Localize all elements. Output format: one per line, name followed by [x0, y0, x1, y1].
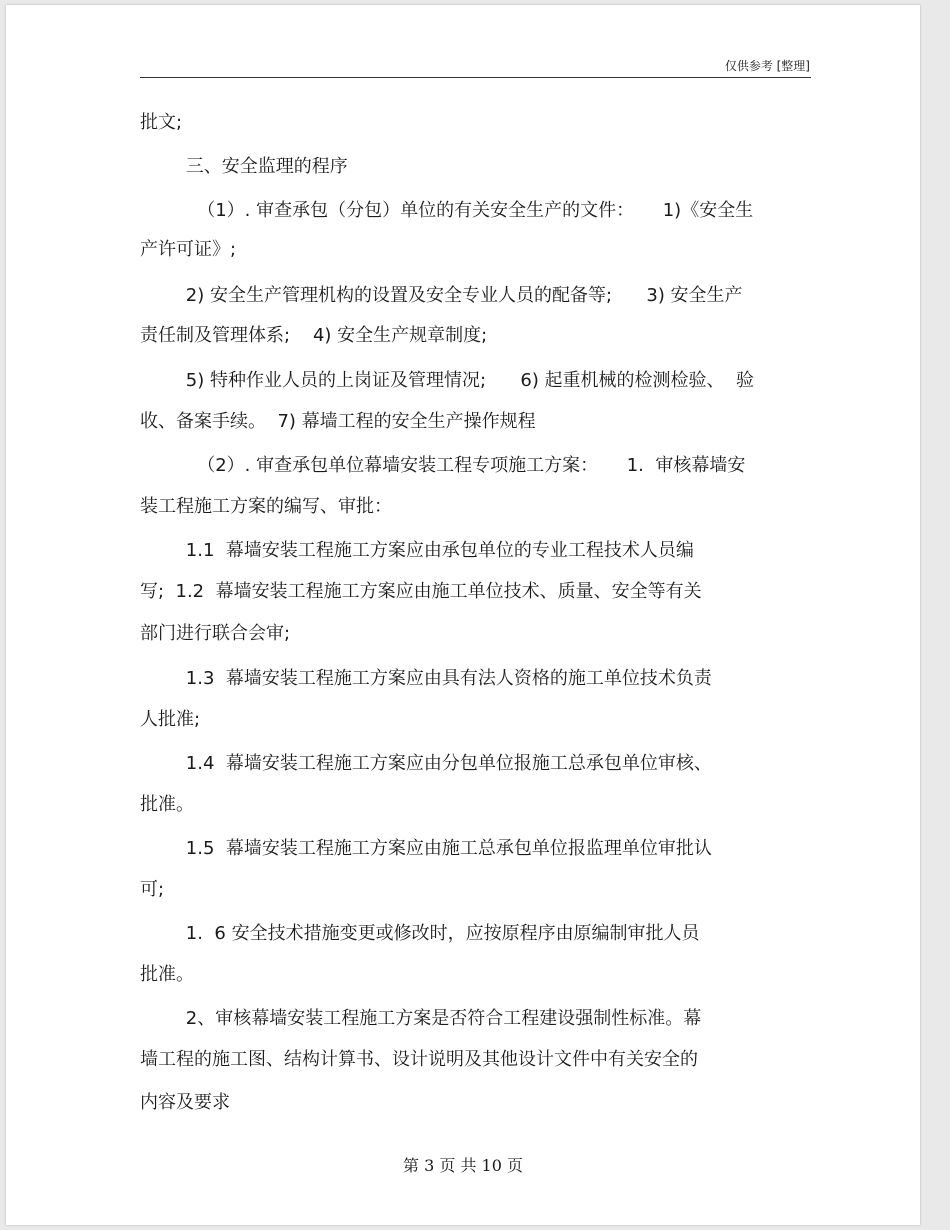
text-line: 可;: [140, 879, 165, 900]
header-divider: [140, 77, 811, 78]
text-line: 墙工程的施工图、结构计算书、设计说明及其他设计文件中有关安全的: [140, 1049, 698, 1070]
text-line: 1. 6 安全技术措施变更或修改时，应按原程序由原编制审批人员: [140, 923, 700, 944]
text-line: 1.4 幕墙安装工程施工方案应由分包单位报施工总承包单位审核、: [140, 753, 712, 774]
text-line: 批准。: [140, 794, 194, 815]
text-line: 5) 特种作业人员的上岗证及管理情况; 6) 起重机械的检测检验、 验: [140, 370, 755, 391]
text-line: 批文;: [140, 112, 183, 133]
text-line: 收、备案手续。 7) 幕墙工程的安全生产操作规程: [140, 411, 536, 432]
text-line: 人批准;: [140, 709, 201, 730]
text-line: 2) 安全生产管理机构的设置及安全专业人员的配备等; 3) 安全生产: [140, 285, 743, 306]
text-line: 批准。: [140, 964, 194, 985]
text-line: 内容及要求: [140, 1092, 230, 1113]
text-line: 责任制及管理体系; 4) 安全生产规章制度;: [140, 325, 488, 346]
text-line: （1）. 审查承包（分包）单位的有关安全生产的文件： 1)《安全生: [140, 200, 754, 221]
document-page: [6, 5, 920, 1225]
page-footer: 第 3 页 共 10 页: [403, 1156, 523, 1175]
text-line: 三、安全监理的程序: [140, 156, 348, 177]
text-line: 部门进行联合会审;: [140, 623, 291, 644]
text-line: 写; 1.2 幕墙安装工程施工方案应由施工单位技术、质量、安全等有关: [140, 581, 702, 602]
text-line: 产许可证》;: [140, 239, 237, 260]
page-header: 仅供参考 [整理]: [724, 59, 810, 73]
text-line: 1.5 幕墙安装工程施工方案应由施工总承包单位报监理单位审批认: [140, 838, 712, 859]
text-line: 1.1 幕墙安装工程施工方案应由承包单位的专业工程技术人员编: [140, 540, 694, 561]
text-line: 2、审核幕墙安装工程施工方案是否符合工程建设强制性标准。幕: [140, 1008, 702, 1029]
text-line: （2）. 审查承包单位幕墙安装工程专项施工方案： 1. 审核幕墙安: [140, 455, 746, 476]
text-line: 1.3 幕墙安装工程施工方案应由具有法人资格的施工单位技术负责: [140, 668, 712, 689]
text-line: 装工程施工方案的编写、审批：: [140, 496, 392, 517]
